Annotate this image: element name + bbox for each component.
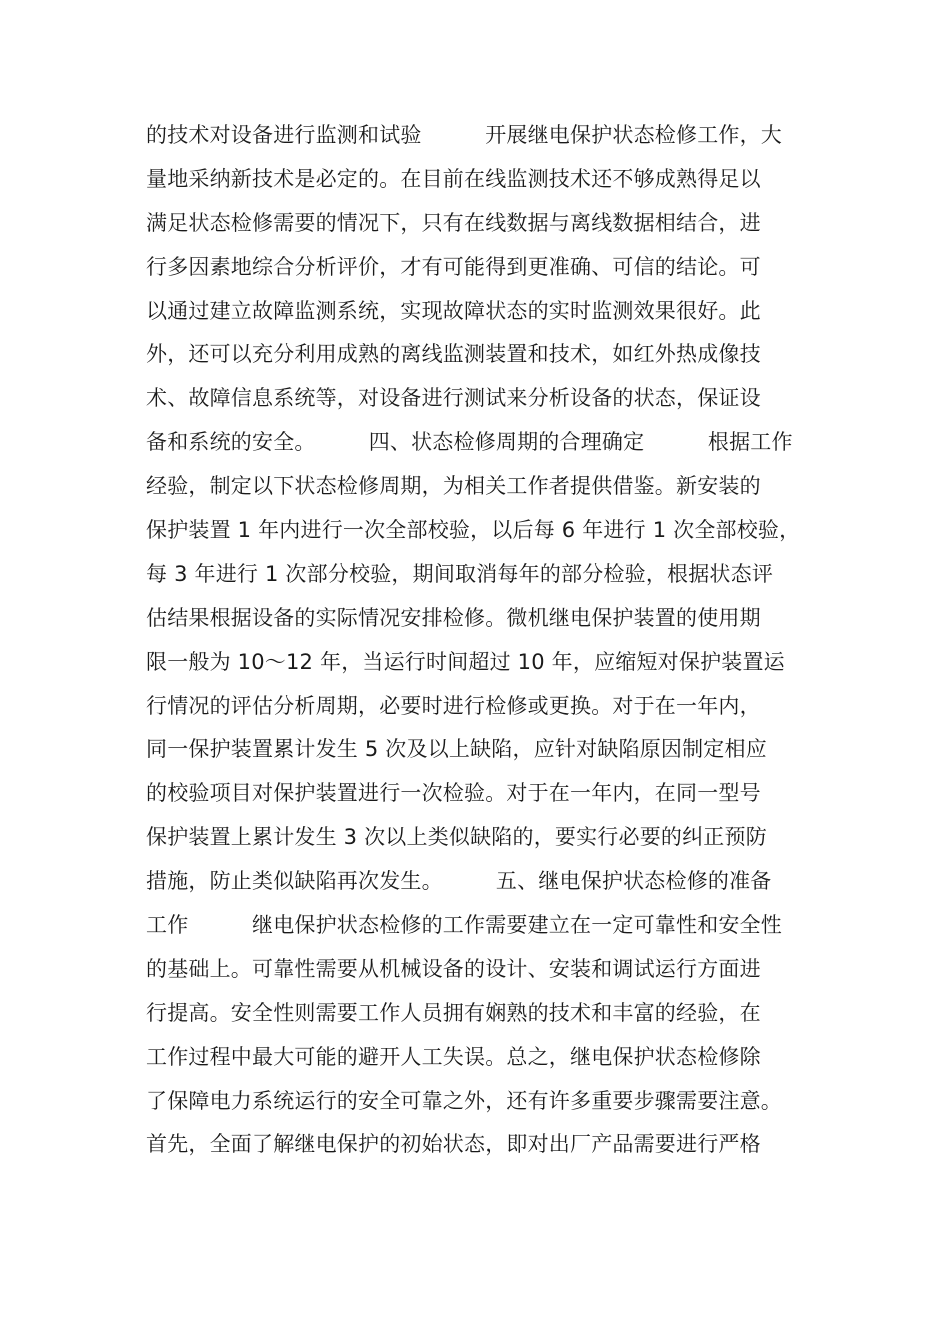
text-line: 外，还可以充分利用成熟的离线监测装置和技术，如红外热成像技	[146, 342, 761, 367]
text-line: 满足状态检修需要的情况下，只有在线数据与离线数据相结合，进	[146, 210, 761, 235]
text-line: 行情况的评估分析周期，必要时进行检修或更换。对于在一年内，	[146, 693, 761, 718]
text-line: 的基础上。可靠性需要从机械设备的设计、安装和调试运行方面进	[146, 956, 761, 981]
text-line: 措施，防止类似缺陷再次发生。 五、继电保护状态检修的准备	[146, 869, 772, 894]
text-line: 行多因素地综合分析评价，才有可能得到更准确、可信的结论。可	[146, 254, 761, 279]
text-line: 术、故障信息系统等，对设备进行测试来分析设备的状态，保证设	[146, 386, 761, 411]
body-text	[146, 114, 806, 1167]
text-line: 保护装置上累计发生 3 次以上类似缺陷的，要实行必要的纠正预防	[146, 825, 767, 850]
text-line: 首先，全面了解继电保护的初始状态，即对出厂产品需要进行严格	[146, 1132, 761, 1157]
text-line: 工作过程中最大可能的避开人工失误。总之，继电保护状态检修除	[146, 1044, 761, 1069]
text-line: 限一般为 10～12 年，当运行时间超过 10 年，应缩短对保护装置运	[146, 649, 785, 674]
text-line: 以通过建立故障监测系统，实现故障状态的实时监测效果很好。此	[146, 298, 761, 323]
text-line: 备和系统的安全。 四、状态检修周期的合理确定 根据工作	[146, 430, 793, 455]
text-line: 经验，制定以下状态检修周期，为相关工作者提供借鉴。新安装的	[146, 474, 761, 499]
text-line: 保护装置 1 年内进行一次全部校验，以后每 6 年进行 1 次全部校验，	[146, 518, 801, 543]
text-line: 行提高。安全性则需要工作人员拥有娴熟的技术和丰富的经验，在	[146, 1000, 761, 1025]
text-line: 的校验项目对保护装置进行一次检验。对于在一年内，在同一型号	[146, 781, 761, 806]
text-line: 工作 继电保护状态检修的工作需要建立在一定可靠性和安全性	[146, 913, 782, 938]
text-line: 的技术对设备进行监测和试验 开展继电保护状态检修工作，大	[146, 123, 782, 147]
text-line: 了保障电力系统运行的安全可靠之外，还有许多重要步骤需要注意。	[146, 1088, 782, 1113]
text-line: 每 3 年进行 1 次部分校验，期间取消每年的部分检验，根据状态评	[146, 561, 774, 586]
text-line: 同一保护装置累计发生 5 次及以上缺陷，应针对缺陷原因制定相应	[146, 737, 767, 762]
text-line: 估结果根据设备的实际情况安排检修。微机继电保护装置的使用期	[146, 605, 761, 630]
text-line: 量地采纳新技术是必定的。在目前在线监测技术还不够成熟得足以	[146, 166, 761, 191]
